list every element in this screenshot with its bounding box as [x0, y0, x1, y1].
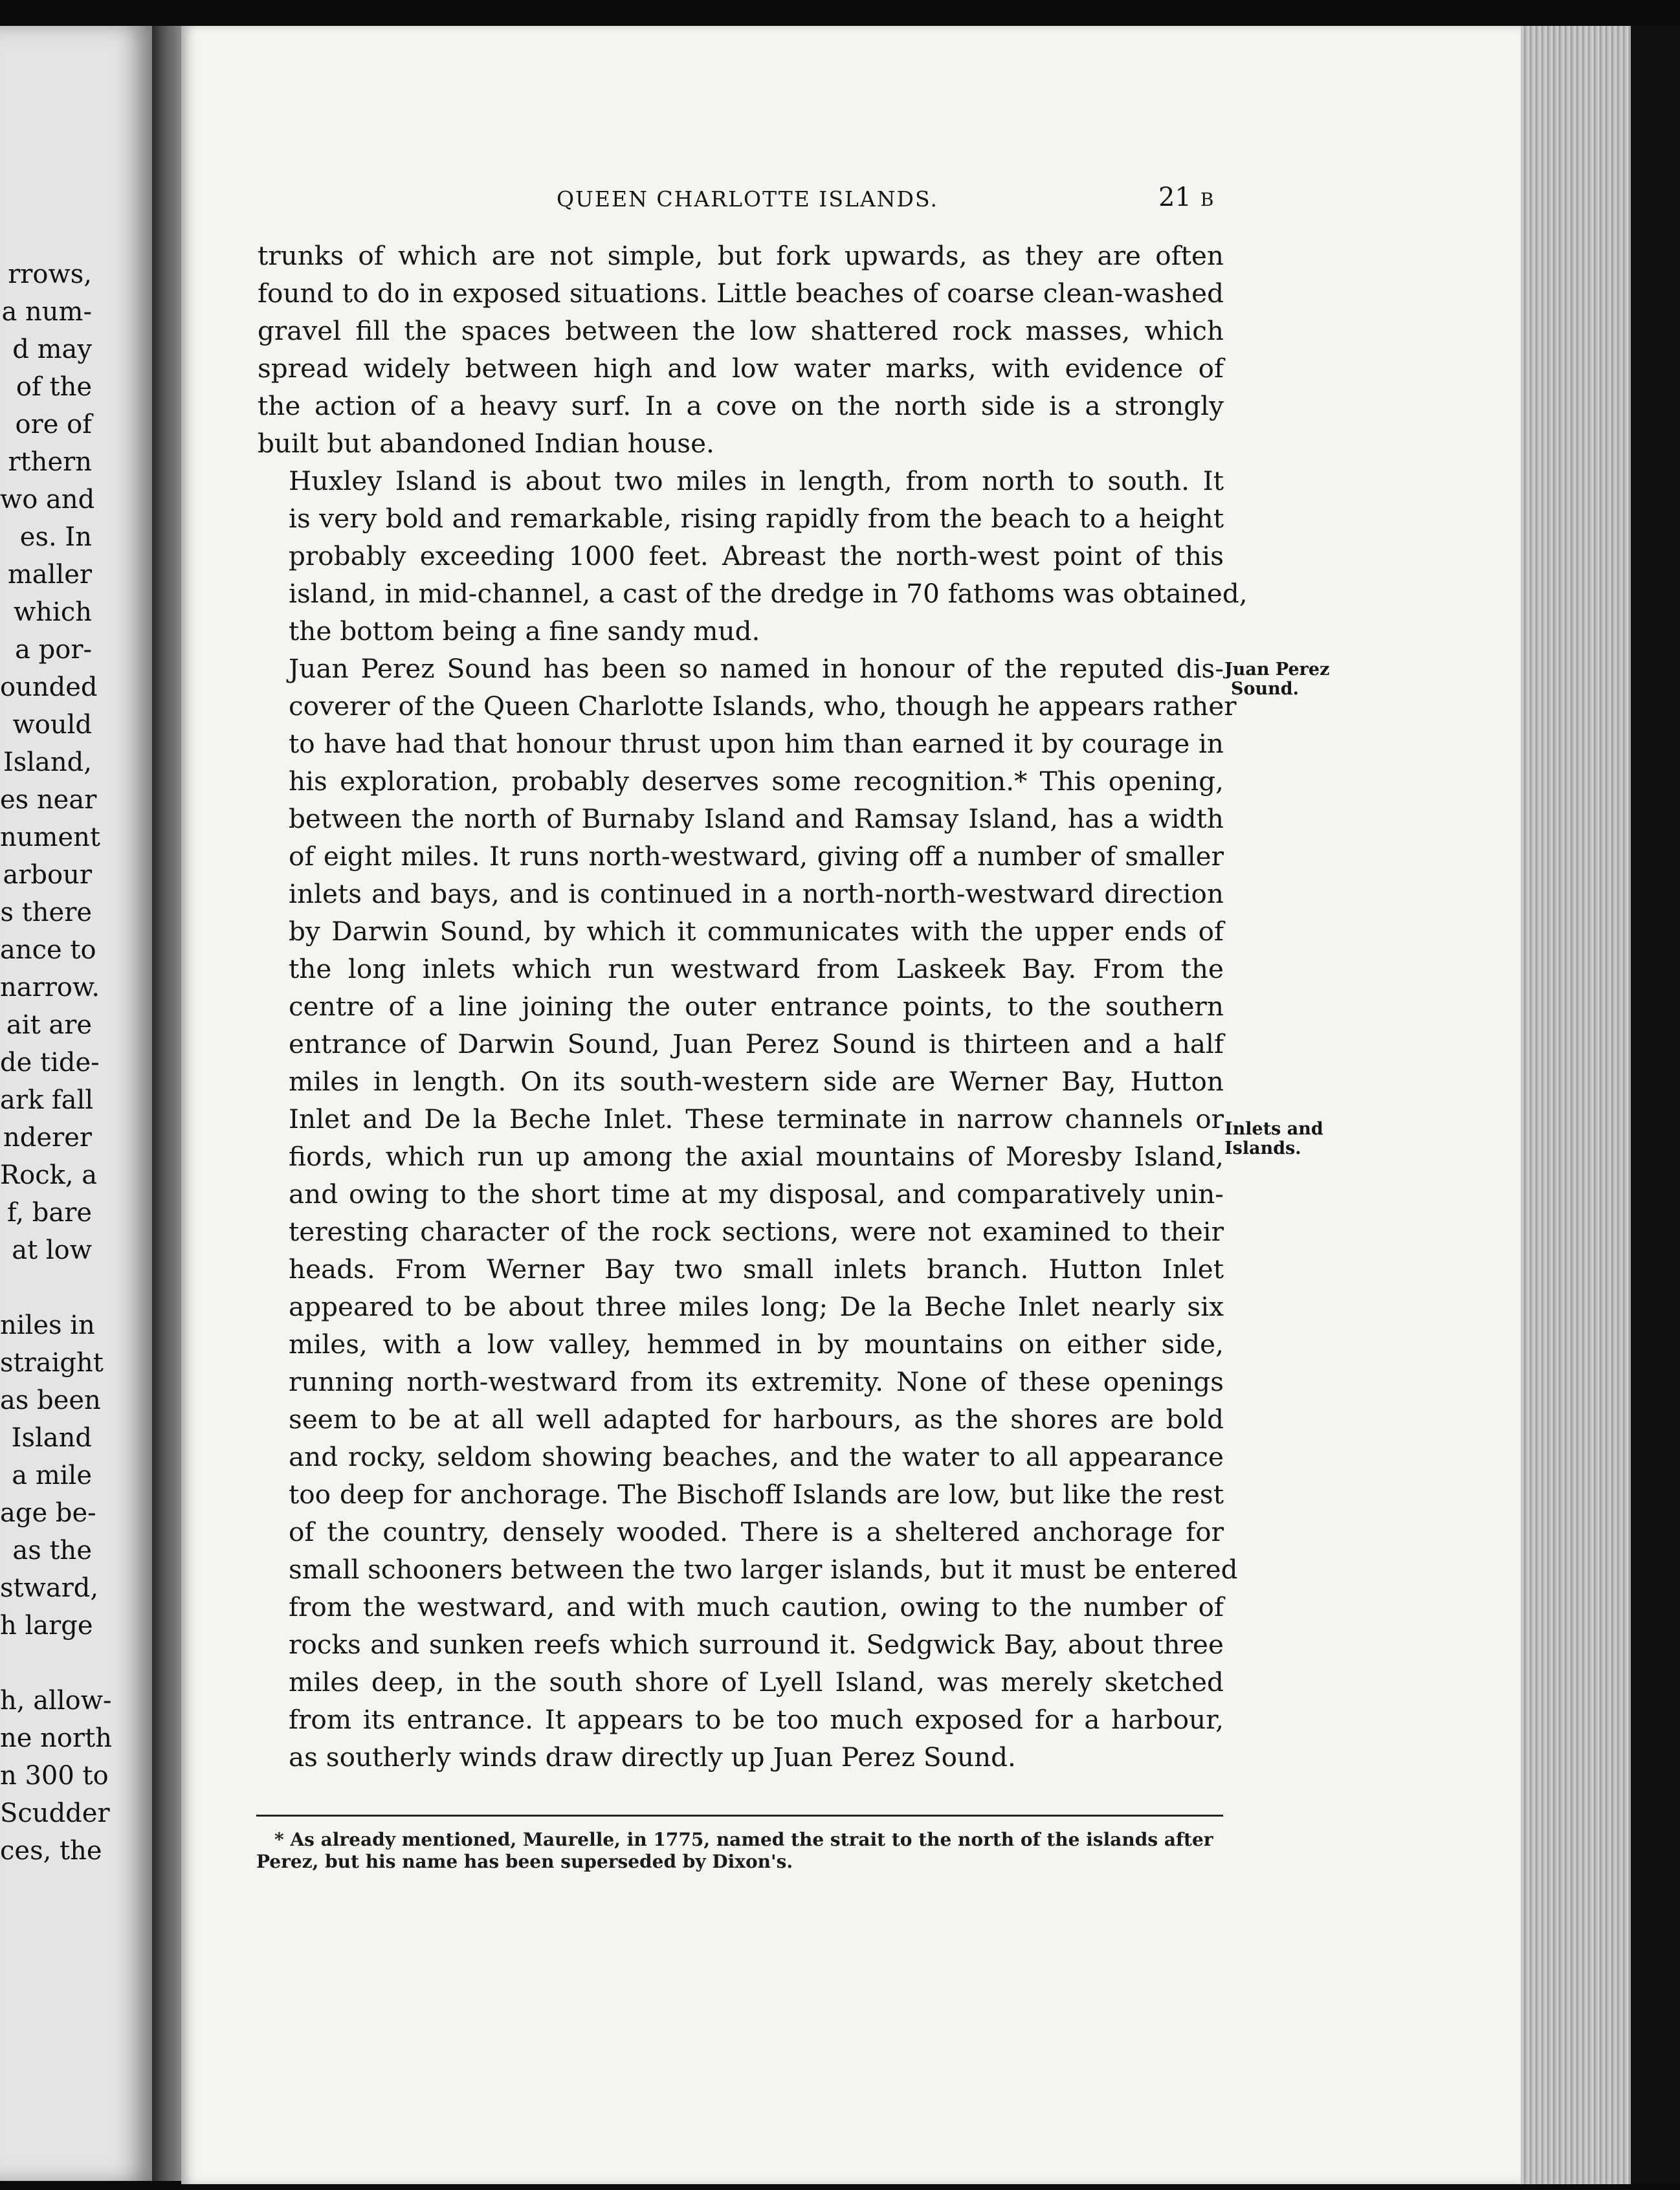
- text-line: and rocky, seldom showing beaches, and the water to all appearance: [289, 1441, 1224, 1472]
- left-page-line: at low: [12, 1235, 92, 1265]
- left-page-line: narrow.: [0, 973, 100, 1002]
- text-line: probably exceeding 1000 feet. Abreast the north-west point of this: [289, 540, 1224, 571]
- text-line: miles deep, in the south shore of Lyell Island, was merely sketched: [289, 1666, 1224, 1698]
- left-page-text-column: [0, 256, 112, 1870]
- left-page-line: age be-: [0, 1498, 96, 1528]
- text-line: rocks and sunken reefs which surround it. Sedgwick Bay, about three: [289, 1629, 1224, 1660]
- left-page-line: ance to: [0, 935, 96, 965]
- margin-note-line: Sound.: [1231, 679, 1299, 699]
- left-page-line: n 300 to: [0, 1761, 109, 1791]
- text-line: inlets and bays, and is continued in a north-north-westward direction: [289, 878, 1224, 909]
- footnote-rule: [256, 1815, 1223, 1817]
- page-number: [1158, 182, 1213, 212]
- left-page-line: a por-: [15, 635, 92, 665]
- page-edges: [1521, 26, 1644, 2184]
- page-edge-shadow: [1631, 26, 1680, 2184]
- left-page-line: as the: [12, 1536, 92, 1565]
- left-page-line: wo and: [0, 485, 95, 514]
- left-page-line: stward,: [0, 1573, 99, 1603]
- left-page-line: arbour: [3, 860, 92, 890]
- page-number-letter: B: [1200, 189, 1214, 210]
- text-line: between the north of Burnaby Island and Ramsay Island, has a width: [289, 803, 1224, 834]
- left-page-line: nderer: [3, 1123, 92, 1153]
- left-page-line: f, bare: [6, 1198, 92, 1228]
- left-page-line: niles in: [0, 1311, 95, 1340]
- left-page-line: d may: [12, 335, 92, 364]
- margin-note-line: Islands.: [1224, 1138, 1301, 1158]
- left-page-line: Rock, a: [0, 1160, 98, 1190]
- left-page-line: es. In: [19, 522, 92, 552]
- text-line: as southerly winds draw directly up Juan Perez Sound.: [289, 1742, 1016, 1773]
- left-page-line: [0, 1269, 92, 1307]
- left-page-line: a num-: [1, 297, 92, 327]
- body-text: [258, 237, 1248, 1776]
- text-line: Juan Perez Sound has been so named in honour of the reputed dis-: [289, 653, 1224, 684]
- text-line: fiords, which run up among the axial mountains of Moresby Island,: [289, 1141, 1224, 1172]
- text-line: running north-westward from its extremity. None of these openings: [289, 1366, 1224, 1397]
- left-page-line: Island,: [3, 747, 92, 777]
- text-line: his exploration, probably deserves some recognition.* This opening,: [289, 766, 1224, 797]
- left-page-line: a mile: [12, 1461, 92, 1490]
- text-line: appeared to be about three miles long; De la Beche Inlet nearly six: [289, 1291, 1224, 1322]
- running-title: QUEEN CHARLOTTE ISLANDS.: [557, 186, 938, 212]
- left-page-line: nument: [0, 823, 100, 852]
- text-line: small schooners between the two larger islands, but it must be entered: [289, 1554, 1238, 1585]
- left-page-line: ounded: [0, 672, 98, 702]
- left-page-line: ne north: [0, 1723, 112, 1753]
- left-page-line: rrows,: [8, 260, 92, 289]
- left-page-line: ait are: [6, 1010, 92, 1040]
- paragraph: [258, 237, 1224, 462]
- left-page-line: Island: [11, 1423, 92, 1453]
- left-page-line: s there: [0, 898, 92, 927]
- text-line: centre of a line joining the outer entrance points, to the southern: [289, 991, 1224, 1022]
- left-facing-page: [0, 26, 152, 2181]
- left-page-line: de tide-: [0, 1048, 100, 1078]
- text-line: too deep for anchorage. The Bischoff Islands are low, but like the rest: [289, 1479, 1224, 1510]
- text-line: of eight miles. It runs north-westward, giving off a number of smaller: [289, 841, 1224, 872]
- left-page-line: maller: [7, 560, 92, 590]
- text-line: the action of a heavy surf. In a cove on the north side is a strongly: [258, 390, 1224, 421]
- left-page-line: h large: [0, 1611, 93, 1641]
- left-page-line: rthern: [8, 447, 92, 477]
- text-line: spread widely between high and low water marks, with evidence of: [258, 353, 1224, 384]
- text-line: and owing to the short time at my disposal, and comparatively unin-: [289, 1178, 1224, 1210]
- footnote-line: Perez, but his name has been superseded by Dixon's.: [256, 1851, 793, 1872]
- book-gutter: [152, 26, 181, 2181]
- left-page-line: [0, 1644, 92, 1682]
- text-line: heads. From Werner Bay two small inlets branch. Hutton Inlet: [289, 1254, 1224, 1285]
- text-line: by Darwin Sound, by which it communicates with the upper ends of: [289, 916, 1224, 947]
- footnote: [256, 1829, 1223, 1873]
- margin-note-inlets: [1224, 1120, 1323, 1158]
- text-line: built but abandoned Indian house.: [258, 428, 714, 459]
- text-line: miles, with a low valley, hemmed in by mountains on either side,: [289, 1329, 1224, 1360]
- left-page-line: would: [12, 710, 92, 740]
- left-page-line: which: [14, 597, 92, 627]
- text-line: trunks of which are not simple, but fork upwards, as they are often: [258, 240, 1224, 271]
- text-line: the long inlets which run westward from Laskeek Bay. From the: [289, 953, 1224, 984]
- left-page-line: as been: [0, 1386, 101, 1415]
- text-line: from the westward, and with much caution, owing to the number of: [289, 1591, 1224, 1622]
- margin-note-juan-perez: [1224, 660, 1329, 699]
- left-page-line: ore of: [15, 410, 92, 439]
- margin-note-line: Inlets and: [1224, 1119, 1323, 1139]
- margin-note-line: Juan Perez: [1224, 659, 1330, 680]
- text-line: to have had that honour thrust upon him than earned it by courage in: [289, 728, 1224, 759]
- text-line: island, in mid-channel, a cast of the dredge in 70 fathoms was obtained,: [289, 578, 1248, 609]
- text-line: is very bold and remarkable, rising rapidly from the beach to a height: [289, 503, 1224, 534]
- text-line: miles in length. On its south-western side are Werner Bay, Hutton: [289, 1066, 1224, 1097]
- left-page-line: ces, the: [0, 1836, 102, 1866]
- text-line: from its entrance. It appears to be too much exposed for a harbour,: [289, 1704, 1224, 1735]
- text-line: Inlet and De la Beche Inlet. These terminate in narrow channels or: [289, 1103, 1224, 1134]
- paragraph: [258, 650, 1238, 1776]
- text-line: teresting character of the rock sections, were not examined to their: [289, 1216, 1224, 1247]
- text-line: the bottom being a fine sandy mud.: [289, 615, 760, 647]
- footnote-line: * As already mentioned, Maurelle, in 1775, named the strait to the north of the islands after: [274, 1829, 1213, 1850]
- text-line: entrance of Darwin Sound, Juan Perez Sound is thirteen and a half: [289, 1028, 1224, 1059]
- left-page-line: h, allow-: [0, 1686, 112, 1716]
- left-page-line: es near: [0, 785, 97, 815]
- text-line: of the country, densely wooded. There is a sheltered anchorage for: [289, 1516, 1224, 1547]
- text-line: seem to be at all well adapted for harbours, as the shores are bold: [289, 1404, 1224, 1435]
- left-page-line: Scudder: [0, 1798, 110, 1828]
- left-page-line: straight: [0, 1348, 104, 1378]
- text-line: Huxley Island is about two miles in length, from north to south. It: [289, 465, 1224, 496]
- text-line: found to do in exposed situations. Little beaches of coarse clean-washed: [258, 278, 1224, 309]
- left-page-line: ark fall: [0, 1085, 94, 1115]
- left-page-line: of the: [16, 372, 92, 402]
- text-line: gravel fill the spaces between the low shattered rock masses, which: [258, 315, 1224, 346]
- page-number-value: 21: [1158, 182, 1191, 212]
- text-line: coverer of the Queen Charlotte Islands, who, though he appears rather: [289, 691, 1237, 722]
- paragraph: [258, 462, 1248, 650]
